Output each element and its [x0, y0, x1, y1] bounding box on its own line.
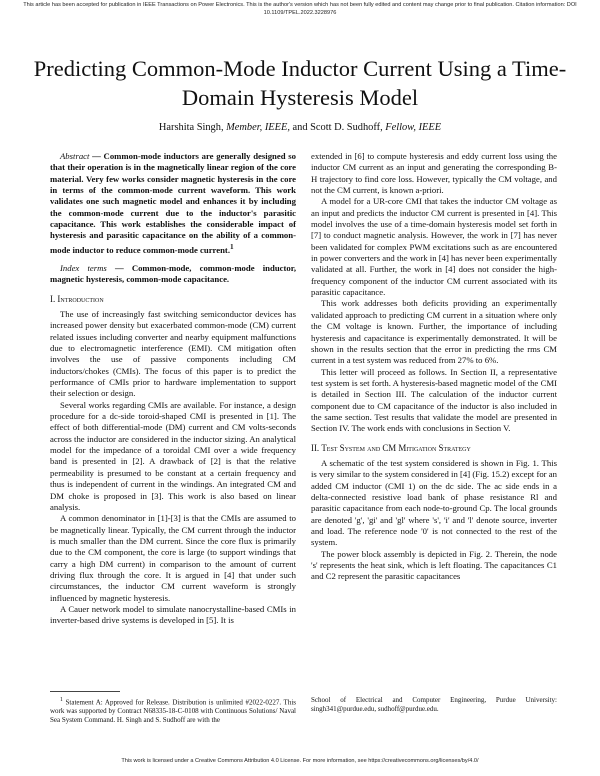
author-1-role: Member, IEEE, [226, 122, 290, 133]
footnote-mark: 1 [60, 697, 63, 703]
abstract-text: — Common-mode inductors are generally designed so that their operation is in the magnetically linear region of the core material. Very few works consider magnetic hysteresis in the core in terms of the common-mode current waveform. This work validates one such magnetic model and enhances it by including the common-mode current due to the inductor's parasitic capacitance. This work establishes the considerable impact of hysteresis and parasitic capacitance on the ability of a common-mode inductor to reduce common-mode current. [50, 151, 296, 255]
author-2: and Scott D. Sudhoff, [292, 122, 383, 133]
author-line [0, 122, 600, 133]
index-terms [50, 263, 296, 286]
section-1-title: Introduction [57, 293, 104, 304]
paragraph: The use of increasingly fast switching semiconductor devices has increased power density but exacerbated common-mode (CM) current related issues including converter and nearby equipment malfunctions due to electromagnetic interference (EMI). CM mitigation often involves the use of passive components including CM inductors/chokes (CMIs). The focus of this paper is to predict the performance of CMIs prior to hardware implementation to support their selection or design. [50, 309, 296, 399]
paragraph: A model for a UR-core CMI that takes the inductor CM voltage as an input and predicts the inductor CM current is presented in [4]. This model involves the use of a time-domain hysteresis model set forth in [7] to conduct magnetic analysis. However, the work in [7] has never been validated for complex PWM excitations such as are encountered in power converters and the work in [4] has never been experimentally validated at all. Further, the work in [4] does not consider the high-frequency component of the inductor CM current associated with its parasitic capacitance. [311, 196, 557, 298]
paragraph: Several works regarding CMIs are available. For instance, a design procedure for a dc-side toroid-shaped CMI is presented in [1]. The effect of both differential-mode (DM) current and CM volts-seconds across the inductor are considered in the inductor sizing. An analytical model for the impedance of a toroidal CMI over a wide frequency band is presented in [2]. A drawback of [2] is that the relative permeability is presumed to be constant at a certain frequency and thus is independent of current in the windings. An integrated CM and DM choke is proposed in [3]. This work is also based on linear analysis. [50, 399, 296, 512]
right-column [311, 151, 557, 583]
section-2-heading [311, 443, 557, 454]
journal-header-note: This article has been accepted for publication in IEEE Transactions on Power Electronics. This is the author's version which has not been fully edited and content may change prior to final publication. Citation information: DOI 10.1109/TPEL.2022.3228976 [23, 2, 577, 16]
section-2-number: II. [311, 442, 320, 453]
footnote-left-text: Statement A: Approved for Release. Distribution is unlimited #2022-0227. This work was supported by Contract N68335-18-C-0108 with Continuous Solutions/ Naval Sea System Command. H. Singh and S. Sudhoff are with the [50, 698, 296, 724]
left-column [50, 151, 296, 627]
license-footer: This work is licensed under a Creative Commons Attribution 4.0 License. For more information, see https://creativecommons.org/licenses/by/4.0/ [121, 758, 479, 764]
paragraph: The power block assembly is depicted in Fig. 2. Therein, the node 's' represents the heat sink, which is left floating. The capacitances C1 and C2 represent the parasitic capacitances [311, 548, 557, 582]
index-terms-label: Index terms [60, 262, 107, 273]
abstract-label: Abstract [60, 151, 90, 161]
section-1-number: I. [50, 293, 56, 304]
index-terms-text: — Common-mode, common-mode inductor, magnetic hysteresis, common-mode capacitance. [50, 262, 296, 285]
paragraph: This letter will proceed as follows. In Section II, a representative test system is set forth. A hysteresis-based magnetic model of the CMI is detailed in Section III. The calculation of the inductor current component due to CM capacitance of the inductor is also included in the same section. Test results that validate the model are presented in Section IV. The work ends with conclusions in Section V. [311, 366, 557, 434]
footnote-left [50, 696, 296, 724]
paper-title: Predicting Common-Mode Inductor Current Using a Time-Domain Hysteresis Model [33, 56, 567, 110]
paragraph: A Cauer network model to simulate nanocrystalline-based CMIs in inverter-based drive systems is developed in [5]. It is [50, 603, 296, 626]
paragraph: This work addresses both deficits providing an experimentally validated approach to predicting CM current in a situation where only the CM voltage is known. Further, the importance of including hysteresis and capacitance is experimentally demonstrated. It will be shown in the results section that the error in predicting the rms CM current in a test system was reduced from 27% to 6%. [311, 298, 557, 366]
section-1-heading [50, 294, 296, 305]
author-1: Harshita Singh, [158, 122, 224, 133]
paragraph: A common denominator in [1]-[3] is that the CMIs are assumed to be magnetically linear. Typically, the CM current through the inductor is much smaller than the DM current. Since the core flux is primarily due to the CM component, the core is large (to support windings that carry a high DM current) in comparison to the amount of current driving flux through the core. It is argued in [4] that under such circumstances, the inductor CM current waveform is strongly influenced by magnetic hysteresis. [50, 513, 296, 603]
abstract [50, 151, 296, 256]
section-2-title: Test System and CM Mitigation Strategy [321, 442, 471, 453]
author-2-role: Fellow, IEEE [385, 122, 442, 133]
paragraph: extended in [6] to compute hysteresis and eddy current loss using the inductor CM current as an input and generating the corresponding B-H trajectory to find core loss. However, typically the CM voltage, and not the CM current, is known a-priori. [311, 151, 557, 196]
footnote-divider [50, 691, 120, 692]
abstract-footnote-mark: 1 [230, 242, 234, 251]
footnote-right: School of Electrical and Computer Engineering, Purdue University: singh341@purdue.edu, sudhoff@purdue.edu. [311, 696, 557, 713]
paragraph: A schematic of the test system considered is shown in Fig. 1. This is very similar to the system considered in [4] (Fig. 15.2) except for an added CM inductor (CMI 1) on the dc side. The ac side ends in a delta-connected resistive load bank of phase resistance Rl and parasitic capacitance from each node-to-ground Cp. The local grounds are denoted 'g', 'gi' and 'gl' where 's', 'i' and 'l' denote source, inverter and load. The reference node '0' is not connected to the rest of the system. [311, 457, 557, 548]
